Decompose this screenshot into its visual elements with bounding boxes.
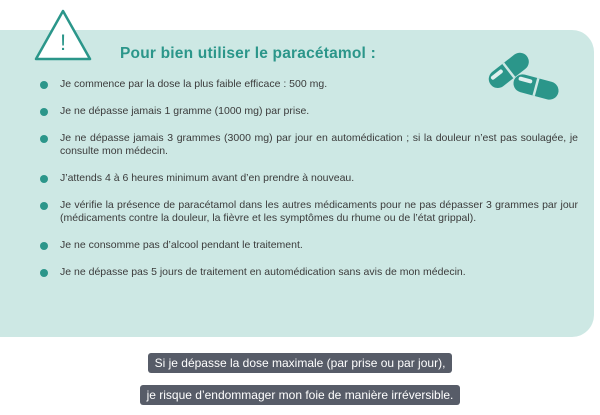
panel-title: Pour bien utiliser le paracétamol :: [120, 45, 376, 62]
list-item: [38, 172, 578, 185]
list-item: [38, 78, 578, 91]
bullet-icon: [40, 108, 48, 116]
list-item-text: Je vérifie la présence de paracétamol dans les autres médicaments pour ne pas dépasser 3 grammes par jour (médicaments contre la douleur, la fièvre et les symptômes du rhume ou de l’état grippal).: [60, 199, 578, 224]
list-item-text: Je ne dépasse jamais 3 grammes (3000 mg) par jour en automédication ; si la douleur n’est pas soulagée, je consulte mon médecin.: [60, 132, 578, 157]
list-item: [38, 132, 578, 158]
list-item-text: Je ne dépasse jamais 1 gramme (1000 mg) par prise.: [60, 105, 310, 117]
usage-rules-list: [38, 78, 578, 279]
list-item-text: J’attends 4 à 6 heures minimum avant d’en prendre à nouveau.: [60, 172, 355, 184]
bullet-icon: [40, 135, 48, 143]
list-item-text: Je ne consomme pas d’alcool pendant le traitement.: [60, 239, 303, 251]
list-item: [38, 199, 578, 225]
warning-banner-text-1: Si je dépasse la dose maximale (par prise ou par jour),: [148, 353, 453, 373]
list-item-text: Je commence par la dose la plus faible efficace : 500 mg.: [60, 78, 328, 90]
warning-mark: !: [59, 30, 67, 55]
warning-banner-line-2: [0, 385, 600, 405]
bullet-icon: [40, 81, 48, 89]
warning-triangle-icon: [33, 8, 93, 62]
bullet-icon: [40, 269, 48, 277]
list-item: [38, 105, 578, 118]
list-item: [38, 239, 578, 252]
warning-banner-line-1: [0, 353, 600, 373]
bullet-icon: [40, 202, 48, 210]
bullet-icon: [40, 242, 48, 250]
warning-banner-text-2: je risque d’endommager mon foie de manière irréversible.: [140, 385, 461, 405]
list-item: [38, 266, 578, 279]
bullet-icon: [40, 175, 48, 183]
list-item-text: Je ne dépasse pas 5 jours de traitement en automédication sans avis de mon médecin.: [60, 266, 466, 278]
